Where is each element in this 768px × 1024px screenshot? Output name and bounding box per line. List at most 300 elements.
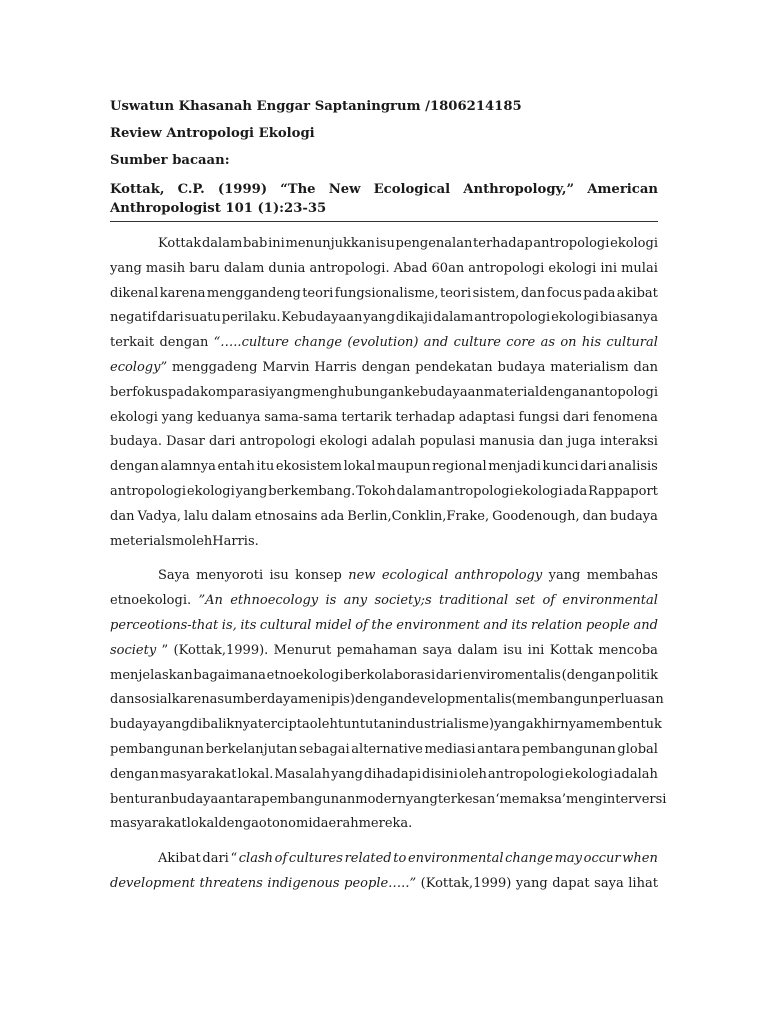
- word: Marvin: [262, 359, 310, 375]
- word: environmental: [562, 593, 658, 609]
- word: dalam: [211, 508, 252, 524]
- word: komparasi: [200, 384, 270, 400]
- word: yang: [363, 310, 396, 326]
- word: dihadapi: [363, 766, 422, 782]
- word: lokal: [186, 816, 219, 832]
- word: membahas: [586, 568, 658, 584]
- word: ”An: [198, 593, 223, 609]
- word: environmental: [407, 851, 504, 867]
- word: the: [371, 617, 393, 633]
- word: denga: [218, 816, 259, 832]
- word: berfokus: [110, 384, 168, 400]
- word: as: [540, 335, 555, 351]
- word: saya: [594, 875, 624, 891]
- word: society;s: [374, 593, 432, 609]
- word: antara: [218, 791, 262, 807]
- word: lokal: [343, 459, 376, 475]
- word: regional: [432, 459, 487, 475]
- word: when: [622, 851, 658, 867]
- word: karena: [159, 285, 206, 301]
- word: people…..”: [344, 875, 417, 891]
- word: Masalah: [274, 766, 331, 782]
- citation-line-2: Anthropologist 101 (1):23-35: [110, 201, 327, 216]
- word: masyarakat: [110, 816, 187, 832]
- word: menghubungan: [301, 384, 405, 400]
- word: sosial: [134, 692, 172, 708]
- word: ekologi: [564, 766, 613, 782]
- word: bab: [242, 236, 268, 251]
- word: “: [230, 851, 238, 867]
- word: change: [505, 851, 553, 867]
- word: terkait: [110, 335, 155, 351]
- paragraph-2: [110, 564, 667, 837]
- word: Harris.: [212, 533, 259, 549]
- word: of: [355, 617, 368, 633]
- word: dikaji: [395, 310, 433, 326]
- word: etnoekologi.: [110, 593, 192, 609]
- word: Harris: [314, 359, 357, 375]
- word: yang: [269, 384, 301, 400]
- word: konsep: [295, 568, 342, 584]
- word: akibat: [616, 285, 658, 301]
- source-citation: [110, 180, 658, 222]
- word: ecological: [381, 568, 449, 584]
- word: (evolution): [347, 335, 419, 351]
- word: fungsi: [518, 409, 560, 425]
- word: culture: [453, 335, 501, 351]
- word: Menurut: [273, 642, 332, 658]
- text-line: [110, 763, 658, 788]
- word: bagaimana: [193, 667, 266, 683]
- text-line: [110, 788, 667, 813]
- word: etnoekologi: [266, 667, 344, 683]
- word: berkolaborasi: [344, 667, 436, 683]
- review-title: Review Antropologi Ekologi: [110, 126, 315, 141]
- word: and: [483, 617, 508, 633]
- word: ekologi: [110, 409, 158, 425]
- citation-word: Anthropology,”: [463, 182, 575, 197]
- paragraph-3: [110, 847, 658, 897]
- word: is,: [221, 617, 237, 633]
- word: fenomena: [593, 409, 658, 425]
- word: Akibat: [158, 851, 201, 867]
- text-line: [110, 381, 658, 406]
- word: relation: [531, 617, 583, 633]
- word: sebagai: [299, 741, 350, 757]
- text-line: [110, 614, 658, 639]
- word: adaptasi: [458, 409, 515, 425]
- word: and: [423, 335, 449, 351]
- word: sistem,: [472, 285, 520, 301]
- word: budaya.: [110, 434, 162, 450]
- text-line: [110, 530, 658, 555]
- word: dalam: [201, 236, 243, 251]
- word: yang: [157, 717, 190, 733]
- word: dan: [582, 508, 608, 524]
- word: Kottak: [158, 236, 202, 251]
- word: Kebudayaan: [281, 310, 363, 326]
- word: kunci: [542, 459, 579, 475]
- word: adalah: [613, 766, 658, 782]
- word: Vadya,: [137, 508, 181, 524]
- word: cultures: [288, 851, 343, 867]
- word: antopologi: [588, 384, 658, 400]
- text-line: [110, 430, 658, 455]
- word: ekosistem: [275, 459, 343, 475]
- word: Dasar: [166, 434, 205, 450]
- word: maupun: [376, 459, 431, 475]
- text-line: [110, 688, 664, 713]
- document-page: [110, 98, 667, 897]
- source-label: Sumber bacaan:: [110, 153, 230, 168]
- word: isu: [503, 642, 523, 658]
- author-line: Uswatun Khasanah Enggar Saptaningrum /1806214185: [110, 99, 522, 114]
- word: ekologi: [548, 260, 597, 276]
- word: environment: [396, 617, 480, 633]
- word: juga: [567, 434, 596, 450]
- word: clash: [238, 851, 273, 867]
- word: lihat: [628, 875, 658, 891]
- word: dari: [202, 851, 229, 867]
- word: pada: [167, 384, 201, 400]
- word: set: [515, 593, 536, 609]
- word: terkesan: [437, 791, 496, 807]
- word: adalah: [371, 434, 416, 450]
- word: society: [110, 642, 157, 658]
- word: pembangunan: [261, 791, 356, 807]
- word: pada: [583, 285, 616, 301]
- word: “…..culture: [213, 335, 289, 351]
- word: antropologi: [437, 483, 514, 499]
- word: anthropology: [454, 568, 543, 584]
- word: (membangun: [511, 692, 599, 708]
- word: Abad: [393, 260, 428, 276]
- word: antropologi: [239, 434, 316, 450]
- word: and: [633, 617, 658, 633]
- word: antropologi: [487, 766, 564, 782]
- word: Tokoh: [356, 483, 396, 499]
- word: 60an: [431, 260, 465, 276]
- word: ada: [563, 483, 588, 499]
- word: ada: [320, 508, 345, 524]
- word: indigenous: [267, 875, 340, 891]
- word: tertarik: [341, 409, 392, 425]
- word: menginterversi: [565, 791, 667, 807]
- word: berkembang.: [268, 483, 356, 499]
- word: yang: [406, 791, 438, 807]
- text-line: [110, 406, 658, 431]
- word: dikenal: [110, 285, 159, 301]
- word: (Kottak,1999): [420, 875, 512, 891]
- word: yang: [548, 568, 581, 584]
- word: tuntutan: [337, 717, 395, 733]
- word: dunia: [268, 260, 306, 276]
- word: of: [274, 851, 288, 867]
- word: budaya: [610, 508, 658, 524]
- word: antropologi: [533, 236, 610, 251]
- word: Goodenough,: [492, 508, 580, 524]
- word: dalam: [457, 642, 498, 658]
- word: people: [585, 617, 630, 633]
- word: oleh: [458, 766, 487, 782]
- word: may: [554, 851, 582, 867]
- word: membentuk: [583, 717, 662, 733]
- word: perilaku.: [221, 310, 281, 326]
- word: kebudayaan: [404, 384, 484, 400]
- word: saya: [422, 642, 453, 658]
- word: dibaliknya: [189, 717, 258, 733]
- word: antropologi: [468, 260, 545, 276]
- citation-word: American: [587, 182, 658, 197]
- word: ethnoecology: [230, 593, 319, 609]
- word: Berlin,Conklin,Frake,: [347, 508, 490, 524]
- word: mereka.: [358, 816, 413, 832]
- word: mencoba: [598, 642, 658, 658]
- word: ‘memaksa’: [495, 791, 566, 807]
- word: new: [348, 568, 376, 584]
- word: terhadap: [395, 409, 456, 425]
- word: yang: [331, 766, 363, 782]
- word: change: [294, 335, 343, 351]
- citation-word: “The: [280, 182, 316, 197]
- word: masyarakat: [159, 766, 237, 782]
- word: mediasi: [424, 741, 476, 757]
- text-line: [110, 812, 658, 837]
- word: menjadi: [488, 459, 541, 475]
- word: terhadap: [473, 236, 533, 251]
- word: menyoroti: [196, 568, 264, 584]
- word: ekologi: [186, 483, 235, 499]
- word: dari: [157, 310, 184, 326]
- word: ini: [600, 260, 618, 276]
- word: dari: [208, 434, 236, 450]
- word: biasanya: [599, 310, 658, 326]
- word: teori: [302, 285, 334, 301]
- word: fungsionalisme,: [334, 285, 439, 301]
- word: pembangunan: [521, 741, 616, 757]
- word: materialism: [550, 359, 629, 375]
- word: material: [483, 384, 540, 400]
- text-line: [110, 505, 658, 530]
- word: ekologi: [514, 483, 563, 499]
- word: suatu: [184, 310, 221, 326]
- word: interaksi: [599, 434, 658, 450]
- citation-word: Ecological: [373, 182, 451, 197]
- word: dalam: [433, 310, 474, 326]
- word: mulai: [621, 260, 658, 276]
- word: ekologi: [610, 236, 658, 251]
- word: isu: [375, 236, 395, 251]
- word: enviromentalis: [462, 667, 561, 683]
- word: related: [344, 851, 392, 867]
- word: occur: [583, 851, 621, 867]
- word: budaya: [497, 359, 546, 375]
- word: perluasan: [598, 692, 664, 708]
- text-line: [110, 257, 658, 282]
- word: pendekatan: [415, 359, 493, 375]
- word: is: [325, 593, 337, 609]
- word: itu: [256, 459, 275, 475]
- text-line: [110, 306, 658, 331]
- word: teori: [440, 285, 472, 301]
- word: its: [240, 617, 257, 633]
- text-line: [110, 713, 662, 738]
- word: dan: [520, 285, 546, 301]
- citation-line-1: [110, 180, 658, 199]
- word: industrialisme): [394, 717, 495, 733]
- word: yang: [235, 483, 268, 499]
- word: sumber: [217, 692, 267, 708]
- word: dengan: [110, 766, 159, 782]
- text-line: [110, 664, 658, 689]
- word: oleh: [309, 717, 338, 733]
- text-line: [110, 331, 658, 356]
- word: pengenalan: [395, 236, 473, 251]
- word: to: [393, 851, 407, 867]
- word: lalu: [183, 508, 209, 524]
- word: dengan: [361, 359, 411, 375]
- word: berkelanjutan: [205, 741, 298, 757]
- word: dengan: [539, 384, 589, 400]
- text-line: [110, 639, 658, 664]
- word: (dengan: [561, 667, 616, 683]
- word: (Kottak,1999).: [173, 642, 269, 658]
- word: core: [506, 335, 536, 351]
- word: its: [511, 617, 528, 633]
- word: dan: [110, 692, 135, 708]
- word: dari: [580, 459, 607, 475]
- word: masih: [145, 260, 186, 276]
- word: traditional: [439, 593, 509, 609]
- word: keduanya: [197, 409, 261, 425]
- word: ini: [268, 236, 285, 251]
- word: politik: [616, 667, 658, 683]
- word: manusia: [479, 434, 535, 450]
- word: Rappaport: [588, 483, 658, 499]
- word: benturan: [110, 791, 171, 807]
- word: modern: [355, 791, 407, 807]
- word: yang: [494, 717, 526, 733]
- word: budaya: [110, 717, 158, 733]
- word: menunjukkan: [285, 236, 375, 251]
- word: pemahaman: [336, 642, 418, 658]
- word: ecology”: [110, 359, 168, 375]
- word: entah: [217, 459, 255, 475]
- text-line: [110, 282, 658, 307]
- citation-word: C.P.: [177, 182, 205, 197]
- word: disini: [422, 766, 458, 782]
- word: dan: [633, 359, 658, 375]
- text-line: [110, 847, 658, 872]
- word: tercipta: [257, 717, 310, 733]
- word: dari: [562, 409, 590, 425]
- word: populasi: [419, 434, 476, 450]
- word: baru: [189, 260, 220, 276]
- citation-word: Kottak,: [110, 182, 165, 197]
- word: cultural: [606, 335, 658, 351]
- word: dan: [110, 508, 135, 524]
- text-line: [110, 455, 658, 480]
- word: dan: [538, 434, 564, 450]
- word: development: [110, 875, 195, 891]
- word: yang: [161, 409, 194, 425]
- word: karena: [171, 692, 218, 708]
- word: Kottak: [549, 642, 593, 658]
- word: alamnya: [160, 459, 216, 475]
- word: of: [542, 593, 556, 609]
- word: dengan: [110, 459, 159, 475]
- word: cultural: [259, 617, 312, 633]
- word: ”: [161, 642, 169, 658]
- word: perceotions-that: [110, 617, 219, 633]
- word: daya: [266, 692, 299, 708]
- word: pembangunan: [110, 741, 204, 757]
- word: negatif: [110, 310, 157, 326]
- word: developmentalis: [403, 692, 512, 708]
- text-line: [110, 356, 658, 381]
- word: menggandeng: [206, 285, 301, 301]
- text-line: [110, 872, 658, 897]
- word: etnosains: [254, 508, 318, 524]
- word: antropologi: [110, 483, 187, 499]
- word: sama-sama: [264, 409, 338, 425]
- word: lokal.: [237, 766, 274, 782]
- word: menipis): [298, 692, 355, 708]
- word: menjelaskan: [110, 667, 193, 683]
- word: Saya: [158, 568, 190, 584]
- word: dari: [435, 667, 463, 683]
- word: ini: [527, 642, 545, 658]
- citation-word: New: [328, 182, 361, 197]
- word: yang: [515, 875, 548, 891]
- text-line: [110, 232, 658, 257]
- word: alternative: [351, 741, 423, 757]
- word: antara: [477, 741, 521, 757]
- word: meterialsm: [110, 533, 185, 549]
- word: ekologi: [551, 310, 599, 326]
- word: threatens: [199, 875, 263, 891]
- word: analisis: [608, 459, 658, 475]
- word: global: [617, 741, 658, 757]
- word: menggadeng: [171, 359, 258, 375]
- word: any: [343, 593, 368, 609]
- word: otonomi: [258, 816, 313, 832]
- word: dalam: [396, 483, 437, 499]
- word: daerah: [312, 816, 359, 832]
- word: dengan: [354, 692, 404, 708]
- text-line: [110, 589, 658, 614]
- word: ekologi: [319, 434, 368, 450]
- word: dalam: [223, 260, 265, 276]
- word: dengan: [159, 335, 209, 351]
- word: his: [581, 335, 602, 351]
- word: focus: [546, 285, 582, 301]
- word: dapat: [552, 875, 590, 891]
- text-line: [110, 738, 658, 763]
- paragraph-1: [110, 232, 658, 554]
- text-line: [110, 480, 658, 505]
- word: budaya: [170, 791, 219, 807]
- word: akhirnya: [525, 717, 584, 733]
- word: antropologi.: [309, 260, 390, 276]
- word: midel: [315, 617, 352, 633]
- word: oleh: [184, 533, 213, 549]
- word: yang: [110, 260, 142, 276]
- citation-word: (1999): [217, 182, 268, 197]
- word: isu: [269, 568, 289, 584]
- word: on: [560, 335, 577, 351]
- word: antropologi: [474, 310, 551, 326]
